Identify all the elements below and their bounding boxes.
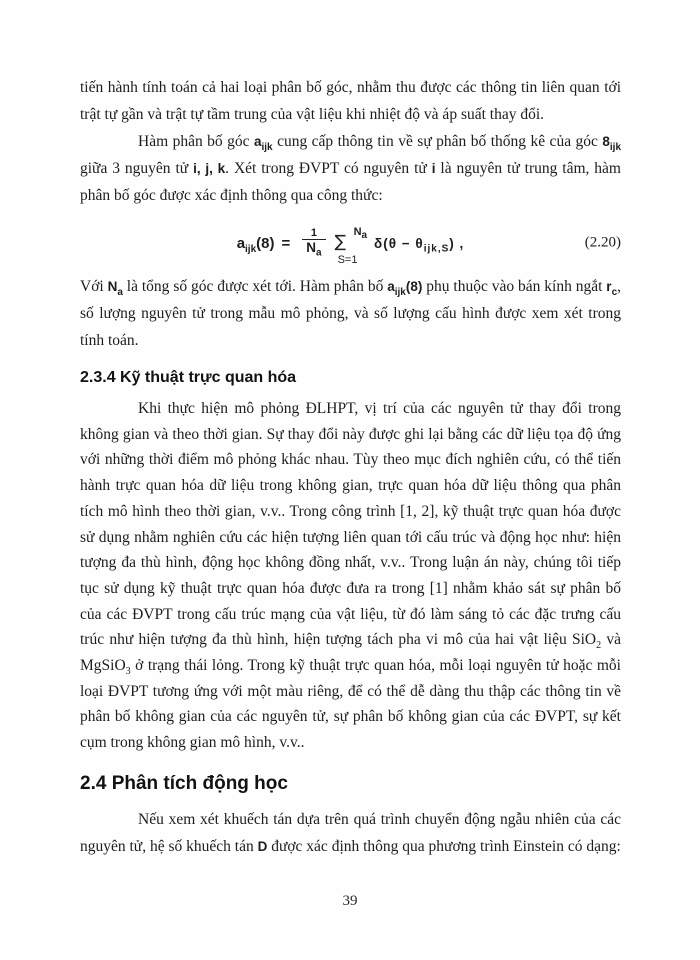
document-content [80, 74, 621, 860]
paragraph-formula-explanation: Với $N_a$ là tổng số góc được xét tới. Hàm phân bố $a_{ijk}(8)$ phụ thuộc vào bán kính ngắt $r_c$, số lượng nguyên tử trong mẫu mô phỏng, và số lượng cấu hình được xem xét trong tính toán. [80, 278, 621, 349]
fraction-denominator: $N_a$ [302, 239, 325, 255]
summation [333, 226, 372, 266]
fraction [302, 226, 325, 259]
paragraph-visualization: Khi thực hiện mô phỏng ĐLHPT, vị trí của các nguyên tử thay đổi trong không gian và theo thời gian. Sự thay đổi này được ghi lại bằng các dữ liệu tọa độ ứng với những thời điểm mô phỏng khác nhau. Tùy theo mục đích nghiên cứu, có thể tiến hành trực quan hóa dữ liệu trong không gian, trực quan hóa dữ liệu thông qua phân tích mô hình theo thời gian, v.v.. Trong công trình [1, 2], kỹ thuật trực quan hóa được sử dụng nhằm nghiên cứu các hiện tượng liên quan tới cấu trúc và động học như: hiện tượng đa thù hình, động học không đồng nhất, v.v.. Trong luận án này, chúng tôi tiếp tục sử dụng kỹ thuật trực quan hóa được đưa ra trong [1] nhằm khảo sát sự phân bố của các ĐVPT trong cấu trúc mạng của vật liệu, từ đó làm sáng tỏ các đặc trưng cấu trúc như hiện tượng đa thù hình, hiện tượng tách pha vi mô của hai vật liệu SiO$_2$ và MgSiO$_3$ ở trạng thái lỏng. Trong kỹ thuật trực quan hóa, mỗi loại nguyên tử hoặc mỗi loại ĐVPT tương ứng với một màu riêng, để có thể dễ dàng thu thập các thông tin về phân bố không gian của các nguyên tử, sự phân bố không gian của các ĐVPT, sự kết cụm trong không gian mô hình, v.v.. [80, 400, 621, 752]
summation-upper-limit: $N_a$ [353, 226, 368, 242]
paragraph-diffusion-intro: Nếu xem xét khuếch tán dựa trên quá trình chuyển động ngẫu nhiên của các nguyên tử, hệ số khuếch tán D được xác định thông qua phương trình Einstein có dạng: [80, 810, 621, 855]
equation-2-20 [236, 226, 465, 266]
paragraph-angle-distribution-intro: tiến hành tính toán cả hai loại phân bố góc, nhằm thu được các thông tin liên quan tới trật tự gần và trật tự tầm trung của vật liệu khi nhiệt độ và áp suất thay đổi. [80, 79, 621, 123]
fraction-numerator: 1 [310, 226, 317, 239]
paragraph-angle-function: Hàm phân bố góc $a_{ijk}$ cung cấp thông tin về sự phân bố thống kê của góc $8_{ijk}$ giữa 3 nguyên tử i, j, k. Xét trong ĐVPT có nguyên tử i là nguyên tử trung tâm, hàm phân bố góc được xác định thông qua công thức: [80, 133, 622, 204]
section-heading-2-4: 2.4 Phân tích động học [80, 772, 288, 794]
equation-lhs: $a_{ijk}(8)$ [236, 234, 275, 255]
sigma-icon: ∑ [334, 232, 347, 252]
equation-number: (2.20) [584, 234, 621, 251]
equation-body: $\delta(\theta - \theta_{ijk,S})$ , [374, 235, 465, 255]
summation-lower-limit: S=1 [337, 254, 358, 266]
page-number: 39 [342, 893, 358, 909]
section-heading-2-3-4: 2.3.4 Kỹ thuật trực quan hóa [80, 369, 297, 386]
equals-sign: = [281, 234, 291, 252]
equation-block [80, 219, 621, 267]
